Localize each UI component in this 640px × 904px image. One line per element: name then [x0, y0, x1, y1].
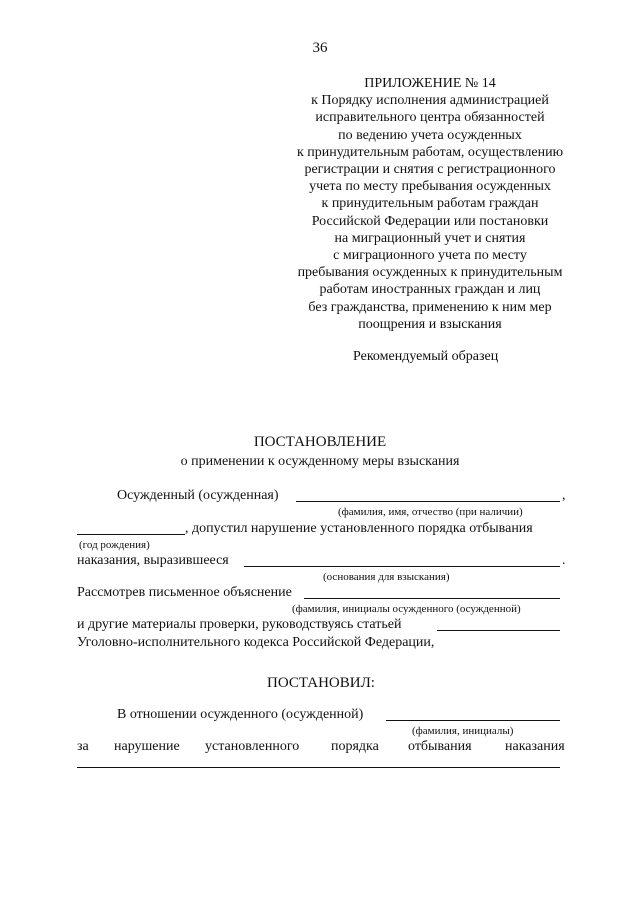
comma: , — [562, 488, 566, 503]
final-word: наказания — [505, 739, 565, 754]
punishment-grounds-field[interactable] — [244, 566, 560, 567]
final-word: отбывания — [408, 739, 472, 754]
materials-text: и другие материалы проверки, руководствуясь статьей — [77, 617, 402, 632]
appendix-line: пребывания осужденных к принудительным — [297, 265, 563, 281]
final-blank-line[interactable] — [77, 767, 560, 768]
convicted-fio-field[interactable] — [296, 501, 560, 502]
appendix-line: к Порядку исполнения администрацией — [311, 93, 549, 109]
initials-hint: (фамилия, инициалы осужденного (осужденной) — [292, 603, 521, 615]
final-word: порядка — [331, 739, 379, 754]
appendix-line: работам иностранных граждан и лиц — [319, 282, 541, 298]
considered-text: Рассмотрев письменное объяснение — [77, 585, 292, 600]
final-word: установленного — [205, 739, 300, 754]
regarding-surname-field[interactable] — [386, 720, 560, 721]
appendix-line: с миграционного учета по месту — [333, 248, 527, 264]
appendix-line: к принудительным работам, осуществлению — [296, 144, 564, 160]
fio-hint: (фамилия, имя, отчество (при наличии) — [338, 506, 523, 518]
period: . — [562, 553, 566, 568]
final-word: нарушение — [114, 739, 180, 754]
appendix-line: на миграционный учет и снятия — [334, 230, 526, 246]
punishment-text: наказания, выразившееся — [77, 553, 229, 568]
appendix-line: по ведению учета осужденных — [338, 127, 522, 143]
violation-text: , допустил нарушение установленного порядка отбывания — [185, 521, 533, 536]
birth-year-field[interactable] — [77, 534, 185, 535]
page-number: 36 — [312, 40, 328, 56]
appendix-line: Российской Федерации или постановки — [311, 213, 549, 229]
grounds-hint: (основания для взыскания) — [323, 571, 450, 583]
decree-title: ПОСТАНОВЛЕНИЕ — [253, 434, 387, 450]
code-text: Уголовно-исполнительного кодекса Российской Федерации, — [77, 635, 435, 650]
appendix-line: без гражданства, применению к ним мер — [308, 299, 552, 315]
appendix-line: к принудительным работам граждан — [321, 196, 539, 212]
appendix-title: ПРИЛОЖЕНИЕ № 14 — [364, 76, 496, 91]
convicted-label: Осужденный (осужденная) — [117, 488, 279, 503]
birth-year-hint: (год рождения) — [79, 539, 150, 551]
article-field[interactable] — [437, 630, 560, 631]
final-word: за — [77, 739, 89, 754]
appendix-block — [280, 75, 580, 333]
appendix-line: поощрения и взыскания — [358, 316, 502, 332]
appendix-line: учета по месту пребывания осужденных — [309, 179, 551, 195]
surname-hint: (фамилия, инициалы) — [412, 725, 514, 737]
decree-subtitle: о применении к осужденному меры взыскания — [180, 454, 460, 469]
regarding-text: В отношении осужденного (осужденной) — [117, 707, 364, 722]
resolved-title: ПОСТАНОВИЛ: — [267, 675, 375, 691]
recommended-sample-label: Рекомендуемый образец — [353, 349, 499, 364]
appendix-line: регистрации и снятия с регистрационного — [304, 162, 556, 178]
appendix-line: исправительного центра обязанностей — [315, 110, 545, 126]
explanation-field[interactable] — [304, 598, 560, 599]
